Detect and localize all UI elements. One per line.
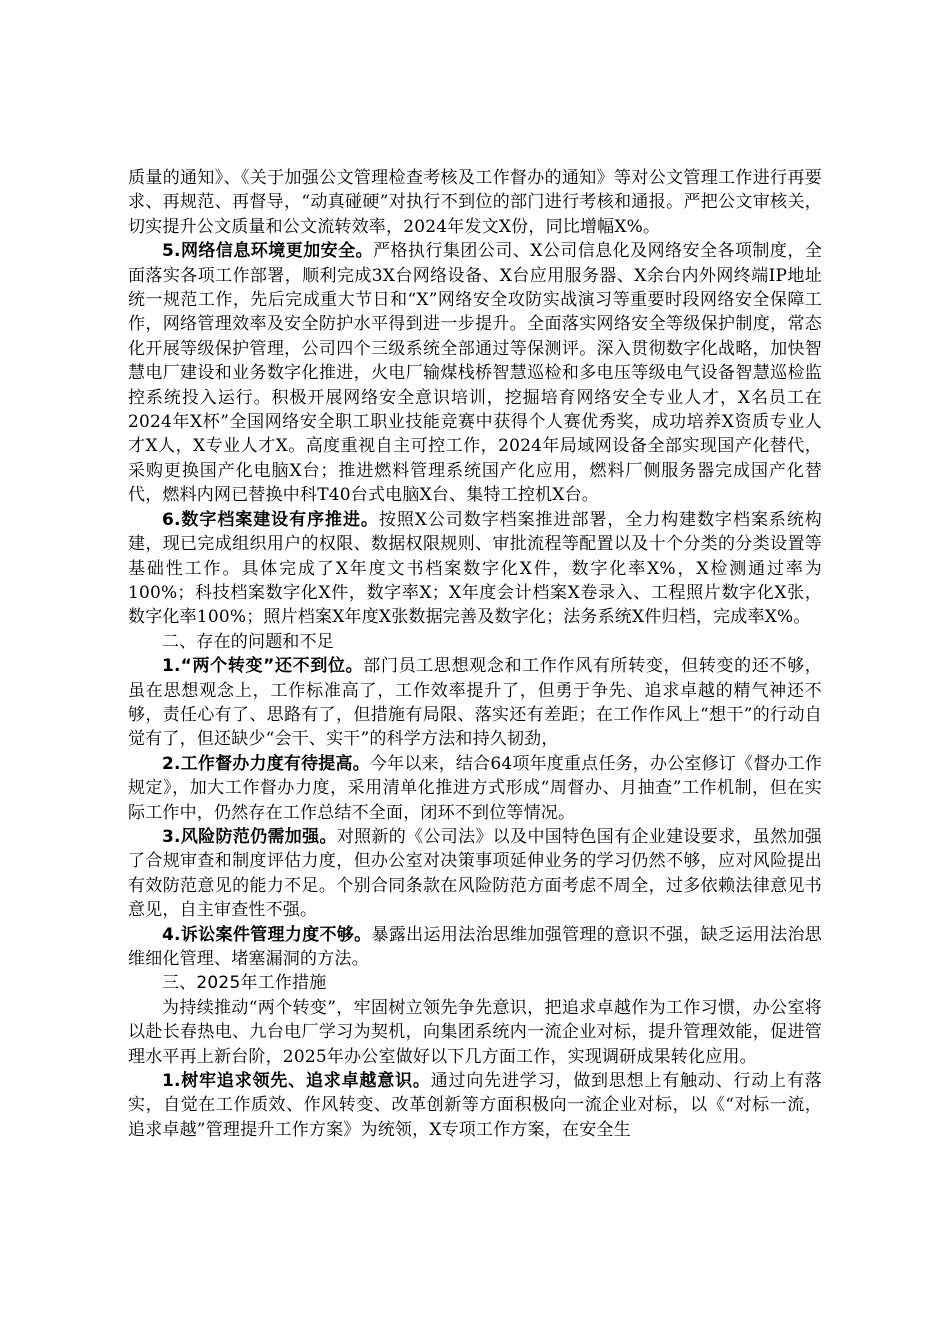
paragraph-text: 通过向先进学习，做到思想上有触动、行动上有落实，自觉在工作质效、作风转变、改革创新等方面积极向一流企业对标，以《“对标一流，追求卓越”管理提升工作方案》为统领，X专项工作方案，在安全生 — [128, 1071, 822, 1140]
paragraph-lead: 3.风险防范仍需加强。 — [162, 826, 337, 847]
paragraph-lead: 2.工作督办力度有待提高。 — [162, 753, 370, 774]
paragraph-lead: 4.诉讼案件管理力度不够。 — [162, 924, 372, 945]
section-heading-text: 三、2025年工作措施 — [162, 973, 327, 994]
paragraph-lead: 1.“两个转变”还不到位。 — [162, 656, 364, 677]
paragraph-text: 按照X公司数字档案推进部署，全力构建数字档案系统构建，现已完成组织用户的权限、数据权限规则、审批流程等配置以及十个分类的分类设置等基础性工作。具体完成了X年度文书档案数字化X件，数字化率X%，X检测通过率为100%；科技档案数字化X件，数字率X；X年度会计档案X卷录入、工程照片数字化X张，数字化率100%；照片档案X年度X张数据完善及数字化；法务系统X件归档，完成率X%。 — [128, 509, 822, 628]
paragraph-supervision — [128, 752, 822, 825]
paragraph-lead: 5.网络信息环境更加安全。 — [162, 241, 374, 262]
paragraph-pursue-excellence — [128, 1069, 822, 1142]
paragraph-risk-prevention — [128, 825, 822, 923]
paragraph-text: 为持续推动“两个转变”，牢固树立领先争先意识，把追求卓越作为工作习惯，办公室将以赴长春热电、九台电厂学习为契机，向集团系统内一流企业对标，提升管理效能，促进管理水平再上新台阶，2025年办公室做好以下几方面工作，实现调研成果转化应用。 — [128, 997, 822, 1067]
paragraph-network-security — [128, 239, 822, 507]
paragraph-digital-archives — [128, 508, 822, 630]
paragraph-lead: 1.树牢追求领先、追求卓越意识。 — [162, 1071, 431, 1092]
paragraph-lead: 6.数字档案建设有序推进。 — [162, 509, 379, 530]
paragraph-two-transformations — [128, 654, 822, 752]
paragraph-text: 暴露出运用法治思维加强管理的意识不强，缺乏运用法治思维细化管理、堵塞漏洞的方法。 — [128, 924, 822, 969]
section-heading-text: 二、存在的问题和不足 — [162, 631, 334, 652]
paragraph-text: 部门员工思想观念和工作作风有所转变，但转变的还不够，虽在思想观念上，工作标准高了，工作效率提升了，但勇于争先、追求卓越的精气神还不够，责任心有了、思路有了，但措施有局限、落实还有差距；在工作作风上“想干”的行动自觉有了，但还缺少“会干、实干”的科学方法和持久韧劲， — [128, 656, 822, 750]
paragraph-text: 严格执行集团公司、X公司信息化及网络安全各项制度，全面落实各项工作部署，顺利完成3X台网络设备、X台应用服务器、X余台内外网终端IP地址统一规范工作，先后完成重大节日和“X”网络安全攻防实战演习等重要时段网络安全保障工作，网络管理效率及安全防护水平得到进一步提升。全面落实网络安全等级保护制度，常态化开展等级保护管理，公司四个三级系统全部通过等保测评。深入贯彻数字化战略，加快智慧电厂建设和业务数字化推进，火电厂输煤栈桥智慧巡检和多电压等级电气设备智慧巡检监控系统投入运行。积极开展网络安全意识培训，挖掘培育网络安全专业人才，X名员工在2024年X杯”全国网络安全职工职业技能竞赛中获得个人赛优秀奖，成功培养X资质专业人才X人，X专业人才X。高度重视自主可控工作，2024年局域网设备全部实现国产化替代，采购更换国产化电脑X台；推进燃料管理系统国产化应用，燃料厂侧服务器完成国产化替代，燃料内网已替换中科T40台式电脑X台、集特工控机X台。 — [128, 241, 822, 506]
paragraph-text: 对照新的《公司法》以及中国特色国有企业建设要求，虽然加强了合规审查和制度评估力度，但办公室对决策事项延伸业务的学习仍然不够，应对风险提出有效防范意见的能力不足。个别合同条款在风险防范方面考虑不周全，过多依赖法律意见书意见，自主审查性不强。 — [128, 826, 822, 921]
paragraph-text: 质量的通知》、《关于加强公文管理检查考核及工作督办的通知》等对公文管理工作进行再要求、再规范、再督导，“动真碰硬”对执行不到位的部门进行考核和通报。严把公文审核关，切实提升公文质量和公文流转效率，2024年发文X份，同比增幅X%。 — [128, 168, 822, 237]
paragraph-text: 今年以来，结合64项年度重点任务，办公室修订《督办工作规定》，加大工作督办力度，采用清单化推进方式形成“周督办、月抽查”工作机制，但在实际工作中，仍然存在工作总结不全面，闭环不到位等情况。 — [128, 753, 823, 823]
paragraph-public-doc-quality — [128, 166, 822, 239]
paragraph-measures-intro — [128, 996, 822, 1069]
section-heading-problems — [128, 630, 822, 654]
paragraph-litigation — [128, 923, 822, 972]
section-heading-2025-measures — [128, 971, 822, 995]
